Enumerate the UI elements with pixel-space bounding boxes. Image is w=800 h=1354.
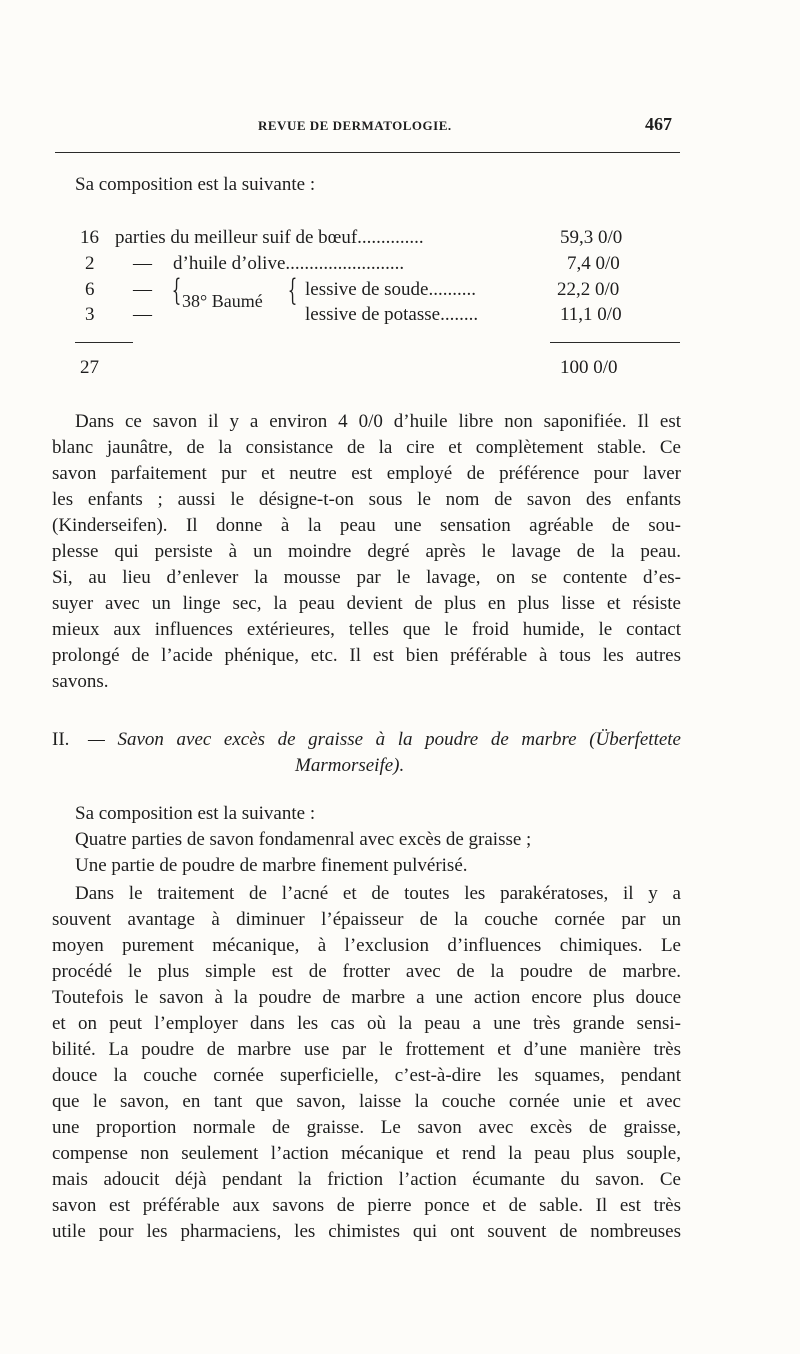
text-line: une proportion normale de graisse. Le savon avec excès de graisse,	[52, 1117, 681, 1138]
text-line: blanc jaunâtre, de la consistance de la cire et complètement stable. Ce	[52, 437, 681, 458]
text-line: utile pour les pharmaciens, les chimistes qui ont souvent de nombreuses	[52, 1221, 681, 1242]
text-line: suyer avec un linge sec, la peau devient de plus en plus lisse et résiste	[52, 593, 681, 614]
page-number: 467	[645, 114, 672, 134]
total-qty: 27	[80, 357, 99, 378]
text-line: douce la couche cornée superficielle, c’est-à-dire les squames, pendant	[52, 1065, 681, 1086]
section-title-line: — Savon avec excès de graisse à la poudre de marbre (Überfettete	[88, 729, 681, 750]
composition-item: Une partie de poudre de marbre finement pulvérisé.	[75, 855, 468, 876]
text-line: Dans ce savon il y a environ 4 0/0 d’huile libre non saponifiée. Il est	[75, 411, 681, 432]
section-title-line: Marmorseife).	[295, 755, 405, 776]
section-number: II.	[52, 729, 70, 750]
text-line: mieux aux influences extérieures, telles que le froid humide, le contact	[52, 619, 681, 640]
text-line: (Kinderseifen). Il donne à la peau une sensation agréable de sou-	[52, 515, 681, 536]
recipe-desc: lessive de soude..........	[305, 279, 476, 300]
recipe-pct: 7,4 0/0	[567, 253, 620, 274]
text-line: prolongé de l’acide phénique, etc. Il est bien préférable à tous les autres	[52, 645, 681, 666]
text-line: les enfants ; aussi le désigne-t-on sous le nom de savon des enfants	[52, 489, 681, 510]
recipe-pct: 59,3 0/0	[560, 227, 623, 248]
text-line: moyen purement mécanique, à l’exclusion d’influences chimiques. Le	[52, 935, 681, 956]
text-line: procédé le plus simple est de frotter avec de la poudre de marbre.	[52, 961, 681, 982]
baume-label: 38° Baumé	[182, 291, 263, 311]
text-line: et on peut l’employer dans les cas où la peau a une très grande sensi-	[52, 1013, 681, 1034]
text-line: Si, au lieu d’enlever la mousse par le lavage, on se contente d’es-	[52, 567, 681, 588]
recipe-pct: 11,1 0/0	[560, 304, 622, 325]
right-brace: {	[287, 273, 298, 308]
composition-item: Quatre parties de savon fondamenral avec excès de graisse ;	[75, 829, 532, 850]
text-line: plesse qui persiste à un moindre degré après le lavage de la peau.	[52, 541, 681, 562]
composition-intro: Sa composition est la suivante :	[75, 174, 316, 195]
text-line: Toutefois le savon à la poudre de marbre a une action encore plus douce	[52, 987, 681, 1008]
text-line: compense non seulement l’action mécanique et rend la peau plus souple,	[52, 1143, 681, 1164]
composition-intro-2: Sa composition est la suivante :	[75, 803, 316, 824]
recipe-dash: —	[133, 304, 152, 325]
running-title: REVUE DE DERMATOLOGIE.	[258, 118, 452, 133]
text-line: bilité. La poudre de marbre use par le frottement et d’une manière très	[52, 1039, 681, 1060]
text-line: savon parfaitement pur et neutre est employé de préférence pour laver	[52, 463, 681, 484]
recipe-qty: 3	[85, 304, 95, 325]
recipe-pct: 22,2 0/0	[557, 279, 620, 300]
recipe-desc: parties du meilleur suif de bœuf..............	[115, 227, 424, 248]
text-line: savons.	[52, 671, 109, 692]
total-rule-left	[75, 342, 133, 343]
recipe-dash: —	[133, 253, 152, 274]
recipe-qty: 2	[85, 253, 95, 274]
recipe-dash: —	[133, 279, 152, 300]
recipe-desc: lessive de potasse........	[305, 304, 479, 325]
recipe-qty: 6	[85, 279, 95, 300]
text-line: que le savon, en tant que savon, laisse la couche cornée unie et avec	[52, 1091, 681, 1112]
total-pct: 100 0/0	[560, 357, 618, 378]
text-line: savon est préférable aux savons de pierre ponce et de sable. Il est très	[52, 1195, 681, 1216]
text-line: Dans le traitement de l’acné et de toutes les parakératoses, il y a	[75, 883, 681, 904]
text-line: souvent avantage à diminuer l’épaisseur de la couche cornée par un	[52, 909, 681, 930]
text-line: mais adoucit déjà pendant la friction l’action écumante du savon. Ce	[52, 1169, 681, 1190]
recipe-desc: d’huile d’olive.........................	[173, 253, 405, 274]
recipe-qty: 16	[80, 227, 99, 248]
left-brace: {	[171, 273, 182, 308]
header-rule	[55, 152, 680, 153]
total-rule-right	[550, 342, 680, 343]
